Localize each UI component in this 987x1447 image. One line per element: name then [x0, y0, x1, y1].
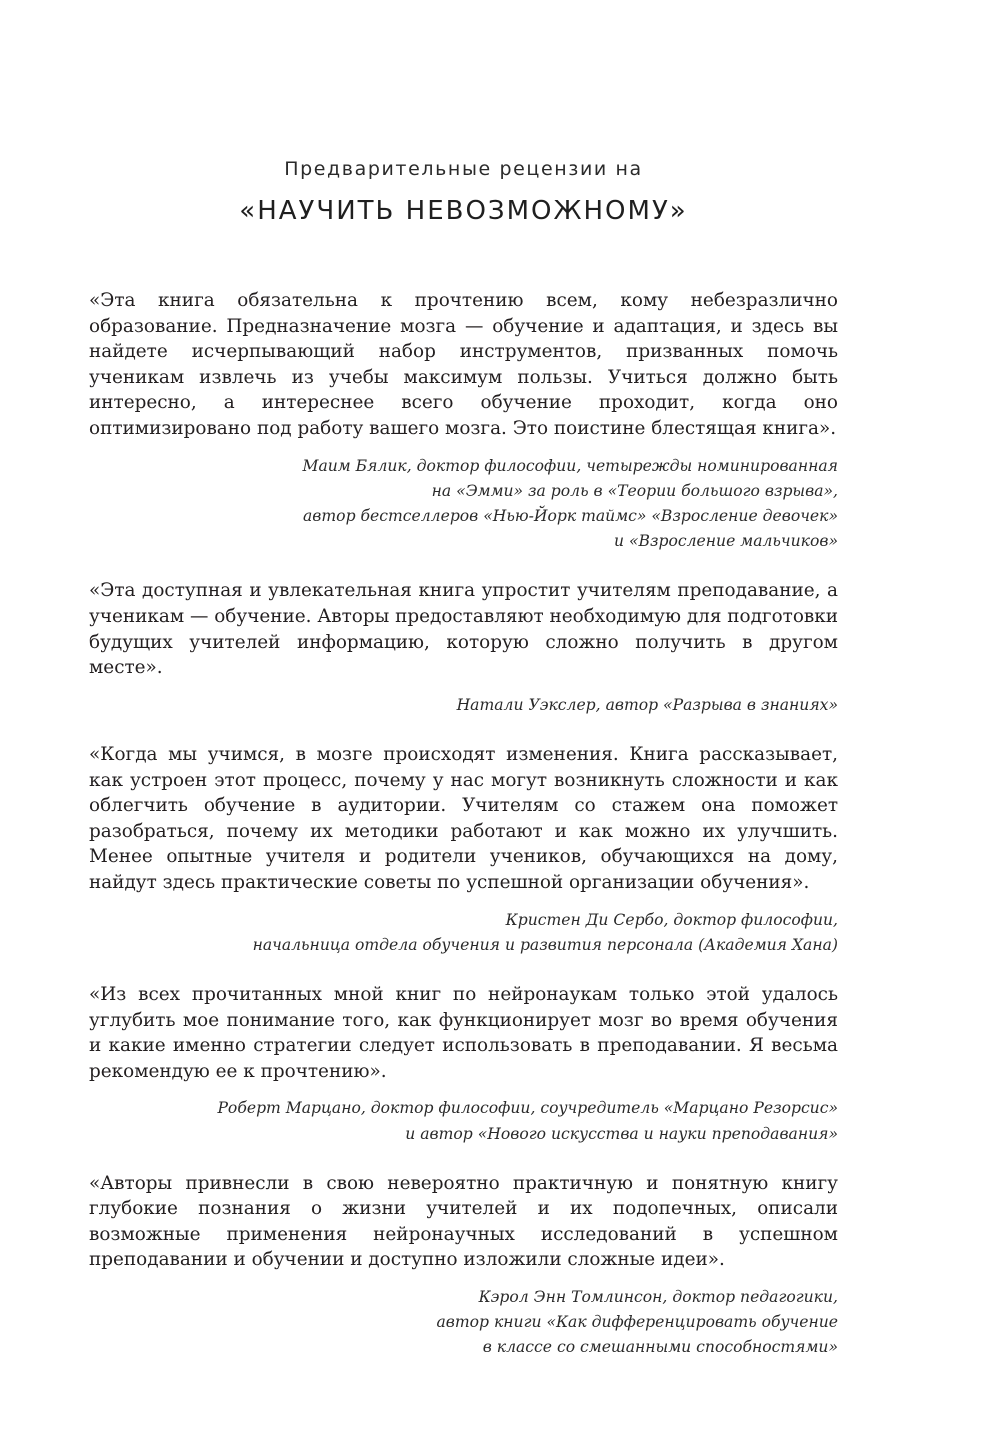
review-attribution [89, 908, 838, 958]
attribution-line: и «Взросление мальчиков» [614, 532, 838, 551]
attribution-line: Кэрол Энн Томлинсон, доктор педагогики, [478, 1288, 838, 1307]
attribution-line: на «Эмми» за роль в «Теории большого взрыва», [431, 481, 838, 500]
review-quote: «Авторы привнесли в свою невероятно практичную и понятную книгу глубокие познания о жизни учителей и их подопечных, описали возможные применения нейронаучных исследований в успешном преподавании и обучении и доступно изложили сложные идеи». [89, 1172, 838, 1271]
attribution-line: Кристен Ди Сербо, доктор философии, [505, 910, 838, 929]
attribution-line: в классе со смешанными способностями» [482, 1338, 838, 1357]
attribution-line: автор книги «Как дифференцировать обучение [436, 1313, 838, 1332]
review-2 [89, 578, 838, 718]
attribution-line: Маим Бялик, доктор философии, четырежды номинированная [302, 456, 838, 475]
review-attribution [89, 1285, 838, 1361]
review-5 [89, 1171, 838, 1361]
attribution-line: Роберт Марцано, доктор философии, соучредитель «Марцано Резорсис» [217, 1099, 838, 1118]
review-attribution [89, 693, 838, 718]
review-attribution [89, 1096, 838, 1146]
page-title: «НАУЧИТЬ НЕВОЗМОЖНОМУ» [239, 196, 688, 226]
reviews-list [89, 288, 838, 1385]
review-quote: «Из всех прочитанных мной книг по нейронаукам только этой удалось углубить мое понимание того, как функционирует мозг во время обучения и какие именно стратегии следует использовать в преподавании. Я весьма рекомендую ее к прочтению». [89, 983, 838, 1082]
review-1 [89, 288, 838, 554]
review-4 [89, 982, 838, 1147]
attribution-line: автор бестселлеров «Нью-Йорк таймс» «Взросление девочек» [303, 506, 838, 525]
review-quote: «Когда мы учимся, в мозге происходят изменения. Книга рассказывает, как устроен этот процесс, почему у нас могут возникнуть сложности и как облегчить обучение в аудитории. Учителям со стажем она поможет разобраться, почему их методики работают и как можно их улучшить. Менее опытные учителя и родители учеников, обучающихся на дому, найдут здесь практические советы по успешной организации обучения». [89, 743, 838, 893]
attribution-line: начальница отдела обучения и развития персонала (Академия Хана) [252, 935, 838, 954]
attribution-line: Натали Уэкслер, автор «Разрыва в знаниях» [456, 695, 838, 714]
review-3 [89, 742, 838, 958]
review-quote: «Эта книга обязательна к прочтению всем, кому небезразлично образование. Предназначение мозга — обучение и адаптация, и здесь вы найдете исчерпывающий набор инструментов, призванных помочь ученикам извлечь из учебы максимум пользы. Учиться должно быть интересно, а интереснее всего обучение проходит, когда оно оптимизировано под работу вашего мозга. Это поистине блестящая книга». [89, 290, 838, 439]
page-subtitle: Предварительные рецензии на [284, 158, 643, 180]
review-quote: «Эта доступная и увлекательная книга упростит учителям преподавание, а ученикам — обучение. Авторы предоставляют необходимую для подготовки будущих учителей информацию, которую сложно получить в другом месте». [89, 580, 838, 679]
attribution-line: и автор «Нового искусства и науки преподавания» [405, 1124, 838, 1143]
review-attribution [89, 454, 838, 555]
